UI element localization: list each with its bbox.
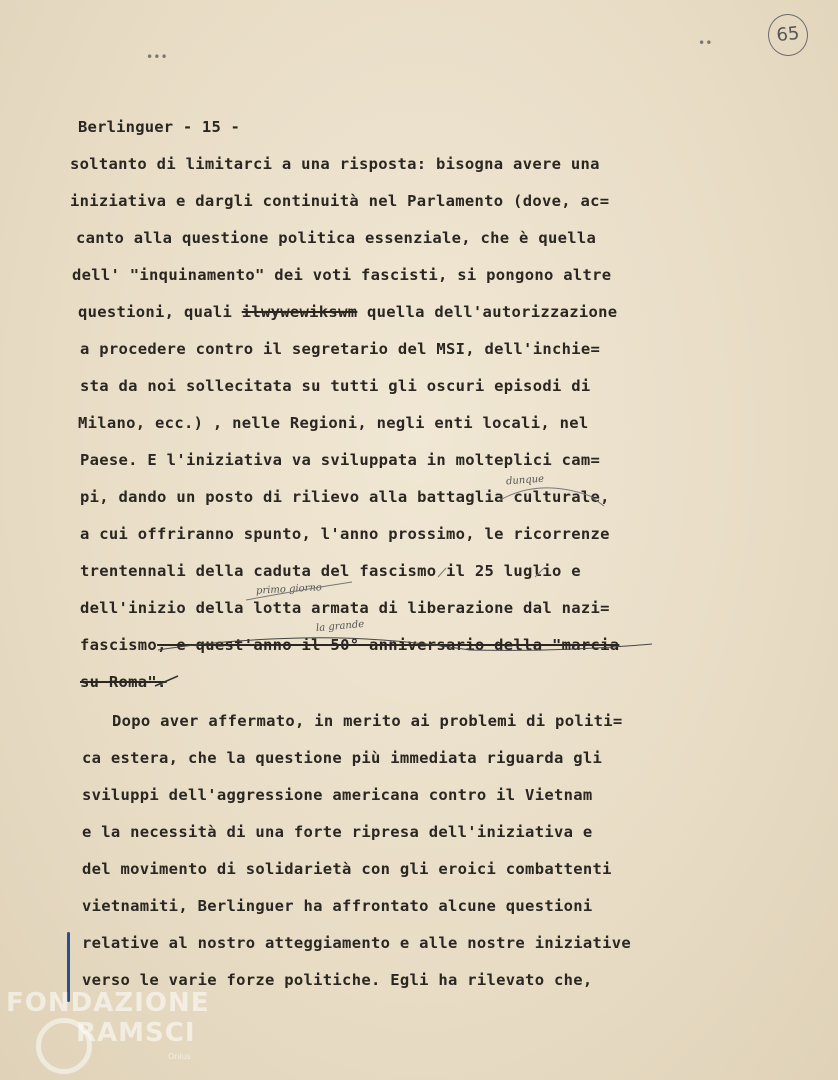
handwritten-annotation: dunque	[505, 473, 545, 488]
text-line: trentennali della caduta del fascismo il 25 luglio e	[80, 562, 581, 580]
text-line: dell' "inquinamento" dei voti fascisti, si pongono altre	[72, 266, 612, 284]
page-header: Berlinguer - 15 -	[78, 118, 241, 136]
pencil-stroke	[246, 582, 352, 600]
struck-line: su Roma".	[80, 673, 167, 691]
watermark-text: FONDAZIONE	[6, 988, 210, 1018]
watermark-text: RAMSCI	[76, 1018, 196, 1048]
line-segment: questioni, quali	[78, 303, 242, 321]
handwritten-annotation: la grande	[315, 618, 365, 635]
handwritten-annotation: primo giorno	[255, 582, 323, 597]
watermark-text: Onlus	[168, 1052, 191, 1061]
text-line: dell'inizio della lotta armata di liberazione dal nazi=	[80, 599, 610, 617]
text-line: del movimento di solidarietà con gli eroici combattenti	[82, 860, 612, 878]
text-line: relative al nostro atteggiamento e alle nostre iniziative	[82, 934, 632, 952]
ink-smudge: •••	[146, 50, 168, 64]
text-line: Dopo aver affermato, in merito ai problemi di politi=	[112, 712, 623, 730]
ink-smudge: ••	[698, 36, 713, 50]
struck-word: ilwywewikswm	[241, 303, 358, 321]
text-line: iniziativa e dargli continuità nel Parlamento (dove, ac=	[70, 192, 610, 210]
text-line: sviluppi dell'aggressione americana contro il Vietnam	[82, 786, 593, 804]
text-line: e la necessità di una forte ripresa dell'iniziativa e	[82, 823, 593, 841]
text-line: a cui offriranno spunto, l'anno prossimo, le ricorrenze	[80, 525, 610, 543]
text-line: verso le varie forze politiche. Egli ha rilevato che,	[82, 971, 593, 989]
struck-passage: , e quest'anno il 50° anniversario della "marcia	[157, 636, 620, 654]
line-segment: quella dell'autorizzazione	[357, 303, 618, 321]
text-line: canto alla questione politica essenziale, che è quella	[76, 229, 597, 247]
text-line: ca estera, che la questione più immediata riguarda gli	[82, 749, 603, 767]
text-line: Paese. E l'iniziativa va sviluppata in molteplici cam=	[80, 451, 601, 469]
fondazione-gramsci-watermark	[6, 988, 246, 1078]
text-line: sta da noi sollecitata su tutti gli oscuri episodi di	[80, 377, 591, 395]
pencil-stroke	[158, 638, 652, 651]
line-segment: fascismo	[80, 636, 158, 654]
page-number-circle: 65	[766, 12, 810, 58]
text-line: vietnamiti, Berlinguer ha affrontato alcune questioni	[82, 897, 593, 915]
text-line: Milano, ecc.) , nelle Regioni, negli enti locali, nel	[78, 414, 589, 432]
text-line: pi, dando un posto di rilievo alla battaglia culturale,	[80, 488, 610, 506]
text-line: a procedere contro il segretario del MSI, dell'inchie=	[80, 340, 601, 358]
pencil-stroke	[155, 676, 178, 686]
pencil-stroke	[500, 488, 604, 506]
text-line: soltanto di limitarci a una risposta: bisogna avere una	[70, 155, 600, 173]
pencil-stroke	[438, 568, 544, 577]
